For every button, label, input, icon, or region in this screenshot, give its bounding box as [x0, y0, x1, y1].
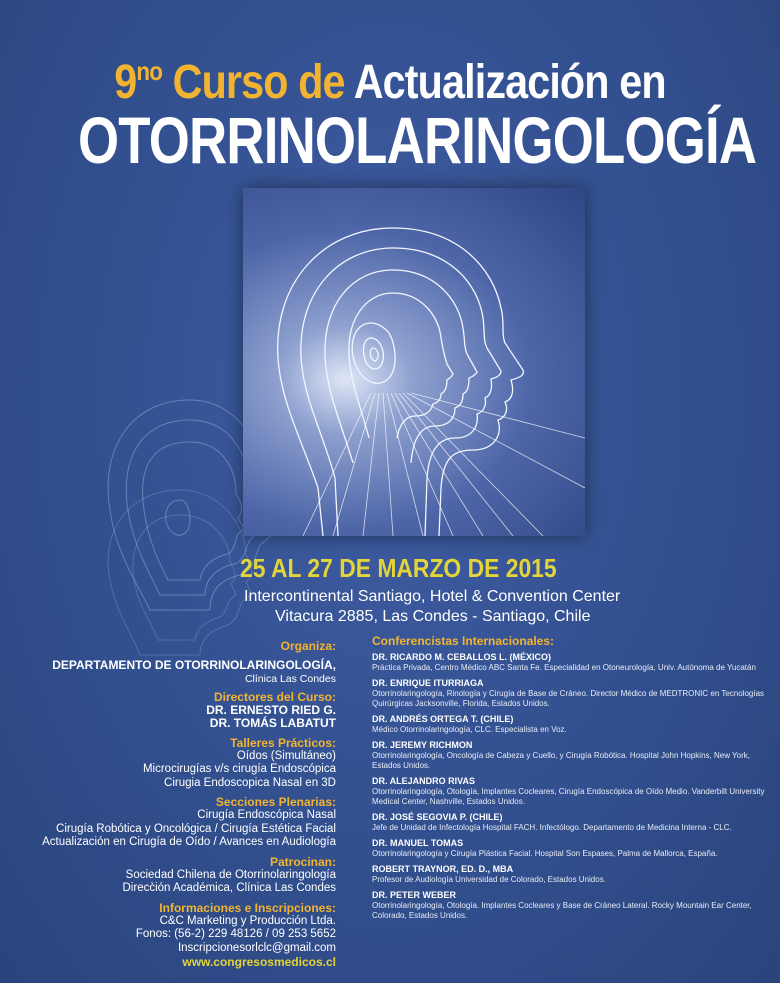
- speaker-entry: [372, 776, 772, 807]
- organizer-department: DEPARTAMENTO DE OTORRINOLARINGOLOGÍA,: [52, 658, 336, 672]
- speaker-name: DR. ALEJANDRO RIVAS: [372, 776, 476, 786]
- speaker-entry: [372, 652, 772, 673]
- speaker-entry: [372, 812, 772, 833]
- speaker-name: DR. ANDRÉS ORTEGA T. (CHILE): [372, 714, 514, 724]
- speaker-name: DR. PETER WEBER: [372, 890, 457, 900]
- course-ordinal: $9^{no}$: [114, 56, 163, 109]
- speaker-name: DR. JEREMY RICHMON: [372, 740, 473, 750]
- speaker-name: DR. ENRIQUE ITURRIAGA: [372, 678, 484, 688]
- speaker-description: Profesor de Audiología Universidad de Colorado, Estados Unidos.: [372, 875, 606, 884]
- plenaria-item: Actualización en Cirugía de Oído / Avances en Audiología: [42, 836, 336, 848]
- contact-phones: Fonos: (56-2) 229 48126 / 09 253 5652: [135, 928, 336, 940]
- website-link[interactable]: www.congresosmedicos.cl: [182, 955, 336, 969]
- director-name: DR. TOMÁS LABATUT: [209, 716, 336, 730]
- head-contour-drawing: [243, 188, 585, 536]
- taller-item: Oídos (Simultáneo): [236, 749, 336, 762]
- speaker-description: Otorrinolaringología y Cirugía Plástica Facial. Hospital Son Espases, Palma de Mallorca, España.: [372, 849, 718, 858]
- taller-item: Cirugia Endoscopica Nasal en 3D: [164, 776, 336, 789]
- course-label: Curso de: [172, 56, 345, 109]
- speaker-description: Práctica Privada, Centro Médico ABC Santa Fe. Especialidad en Otoneurología, Univ. Autónoma de Yucatán: [372, 663, 756, 672]
- speaker-entry: [372, 740, 772, 771]
- speaker-description: Otorrinolaringología, Rinología y Cirugía de Base de Cráneo. Director Médico de MEDTRONIC en Tecnologías Quirúrgicas Jacksonville, Florida, Estados Unidos.: [372, 689, 765, 708]
- head-illustration: [243, 188, 585, 536]
- event-dates: 25 AL 27 DE MARZO DE 2015: [240, 553, 557, 583]
- speaker-description: Otorrinolaringología, Otología, Implantes Cocleares, Cirugía Endoscópica de Oído Medio. Vanderbilt University Medical Center, Nashville, Estados Unidos.: [372, 787, 765, 806]
- speaker-name: DR. RICARDO M. CEBALLOS L. (MÉXICO): [372, 652, 551, 662]
- speaker-entry: [372, 838, 772, 859]
- talleres-heading: Talleres Prácticos:: [230, 735, 336, 750]
- sponsor-item: Direcc̀ión Académica, Clínica Las Condes: [122, 882, 336, 894]
- speaker-entry: [372, 678, 772, 709]
- organiza-heading: Organiza:: [280, 639, 336, 653]
- specialty-title: OTORRINOLARINGOLOGÍA: [78, 103, 757, 177]
- speaker-description: Otorrinolaringología, Otología. Implantes Cocleares y Base de Cráneo Lateral. Rocky Mountain Ear Center, Colorado, Estados Unidos.: [372, 901, 752, 920]
- contact-email[interactable]: Inscripcionesorlclc@gmail.com: [177, 941, 336, 954]
- course-title: [55, 45, 726, 109]
- plenaria-item: Cirugía Robótica y Oncológica / Cirugía Estética Facial: [56, 822, 336, 835]
- left-info-column: [0, 634, 336, 969]
- sponsor-item: Sociedad Chilena de Otorrinolaringología: [125, 868, 336, 881]
- speaker-description: Jefe de Unidad de Infectología Hospital FACH. Infectólogo. Departamento de Medicina Interna - CLC.: [372, 823, 732, 832]
- director-name: DR. ERNESTO RIED G.: [206, 702, 336, 717]
- plenarias-heading: Secciones Plenarias:: [215, 795, 336, 809]
- speakers-column: [372, 634, 772, 926]
- speaker-name: DR. MANUEL TOMAS: [372, 838, 464, 848]
- plenaria-item: Cirugía Endoscópica Nasal: [197, 809, 336, 821]
- contact-company: C&C Marketing y Producción Ltda.: [159, 914, 336, 927]
- speaker-name: ROBERT TRAYNOR, ED. D., MBA: [372, 864, 514, 874]
- taller-item: Microcirugías v/s cirugía Endoscópica: [142, 763, 336, 775]
- directores-heading: Directores del Curso:: [213, 689, 336, 704]
- venue-name: Intercontinental Santiago, Hotel & Convention Center: [244, 588, 621, 605]
- course-subtitle: Actualización en: [353, 56, 666, 109]
- speakers-heading: Conferencistas Internacionales:: [372, 634, 555, 648]
- patrocinan-heading: Patrocinan:: [269, 854, 336, 869]
- speaker-description: Otorrinolaringología, Oncología de Cabeza y Cuello, y Cirugía Robótica. Hospital John Hopkins, New York, Estados Unidos.: [372, 751, 750, 770]
- venue-address: Vitacura 2885, Las Condes - Santiago, Chile: [275, 608, 591, 625]
- speaker-name: DR. JOSÉ SEGOVIA P. (CHILE): [372, 812, 503, 822]
- speaker-entry: [372, 890, 772, 921]
- speaker-entry: [372, 714, 772, 735]
- speaker-description: Médico Otorrinolaringología, CLC. Especialista en Voz.: [372, 725, 567, 734]
- speaker-entry: [372, 864, 772, 885]
- informaciones-heading: Informaciones e Inscripciones:: [159, 900, 336, 915]
- organizer-clinic: Clínica Las Condes: [244, 672, 336, 685]
